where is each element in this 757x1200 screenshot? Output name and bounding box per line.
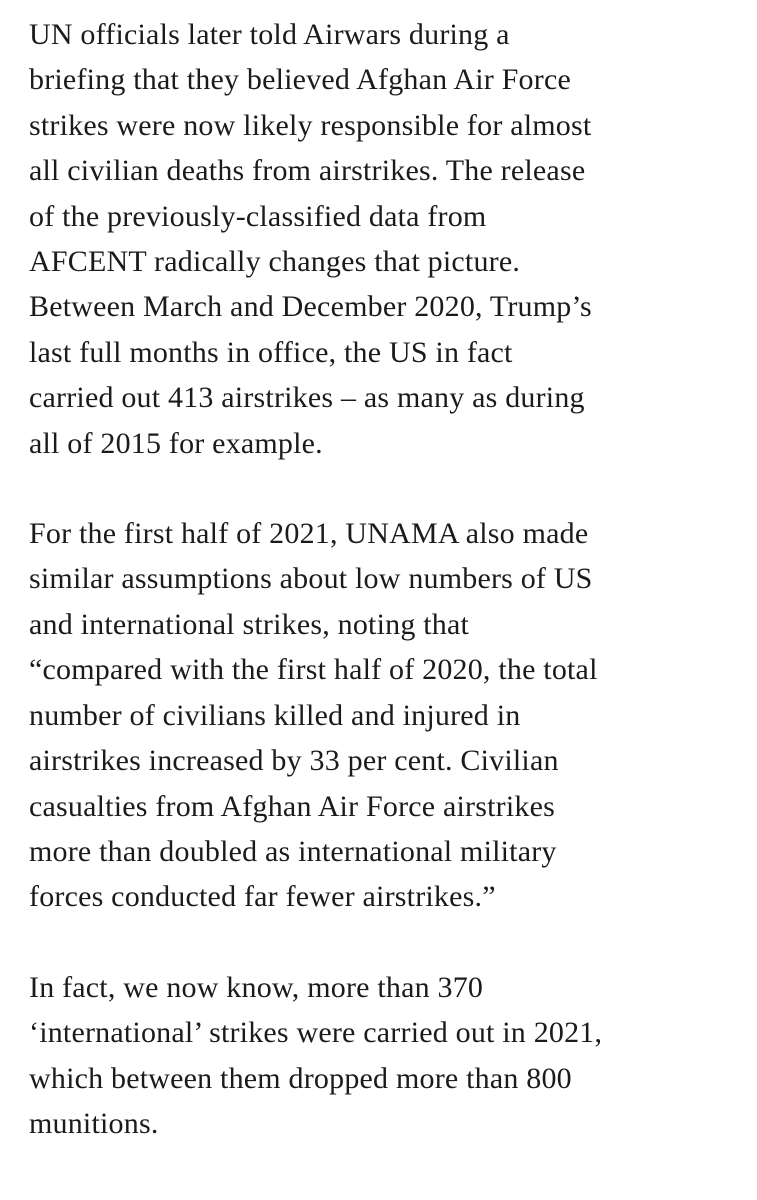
text-line: strikes were now likely responsible for almost bbox=[29, 108, 592, 142]
text-line: all of 2015 for example. bbox=[29, 426, 323, 460]
text-line: forces conducted far fewer airstrikes.” bbox=[29, 880, 496, 914]
text-line: casualties from Afghan Air Force airstrikes bbox=[29, 789, 555, 823]
text-line: and international strikes, noting that bbox=[29, 607, 470, 641]
text-line: airstrikes increased by 33 per cent. Civilian bbox=[29, 744, 559, 778]
text-line: more than doubled as international military bbox=[29, 834, 557, 868]
paragraph-unama-2021 bbox=[29, 511, 749, 920]
text-line: munitions. bbox=[29, 1106, 159, 1140]
text-line: “compared with the first half of 2020, the total bbox=[29, 653, 598, 687]
text-line: briefing that they believed Afghan Air Force bbox=[29, 63, 571, 97]
text-line: ‘international’ strikes were carried out in 2021, bbox=[29, 1016, 603, 1050]
text-line: of the previously-classified data from bbox=[29, 199, 487, 233]
text-line: number of civilians killed and injured in bbox=[29, 698, 521, 732]
text-line: which between them dropped more than 800 bbox=[29, 1061, 572, 1095]
text-line: all civilian deaths from airstrikes. The release bbox=[29, 154, 586, 188]
text-line: UN officials later told Airwars during a bbox=[29, 18, 510, 51]
text-line: For the first half of 2021, UNAMA also made bbox=[29, 517, 589, 551]
text-line: AFCENT radically changes that picture. bbox=[29, 245, 521, 279]
text-line: Between March and December 2020, Trump’s bbox=[29, 290, 592, 324]
text-line: similar assumptions about low numbers of US bbox=[29, 562, 593, 596]
text-line: carried out 413 airstrikes – as many as during bbox=[29, 381, 585, 415]
paragraph-un-officials bbox=[29, 12, 749, 466]
text-line: In fact, we now know, more than 370 bbox=[29, 970, 484, 1004]
paragraph-in-fact bbox=[29, 965, 749, 1147]
article-body bbox=[29, 12, 749, 1146]
text-line: last full months in office, the US in fact bbox=[29, 335, 513, 369]
